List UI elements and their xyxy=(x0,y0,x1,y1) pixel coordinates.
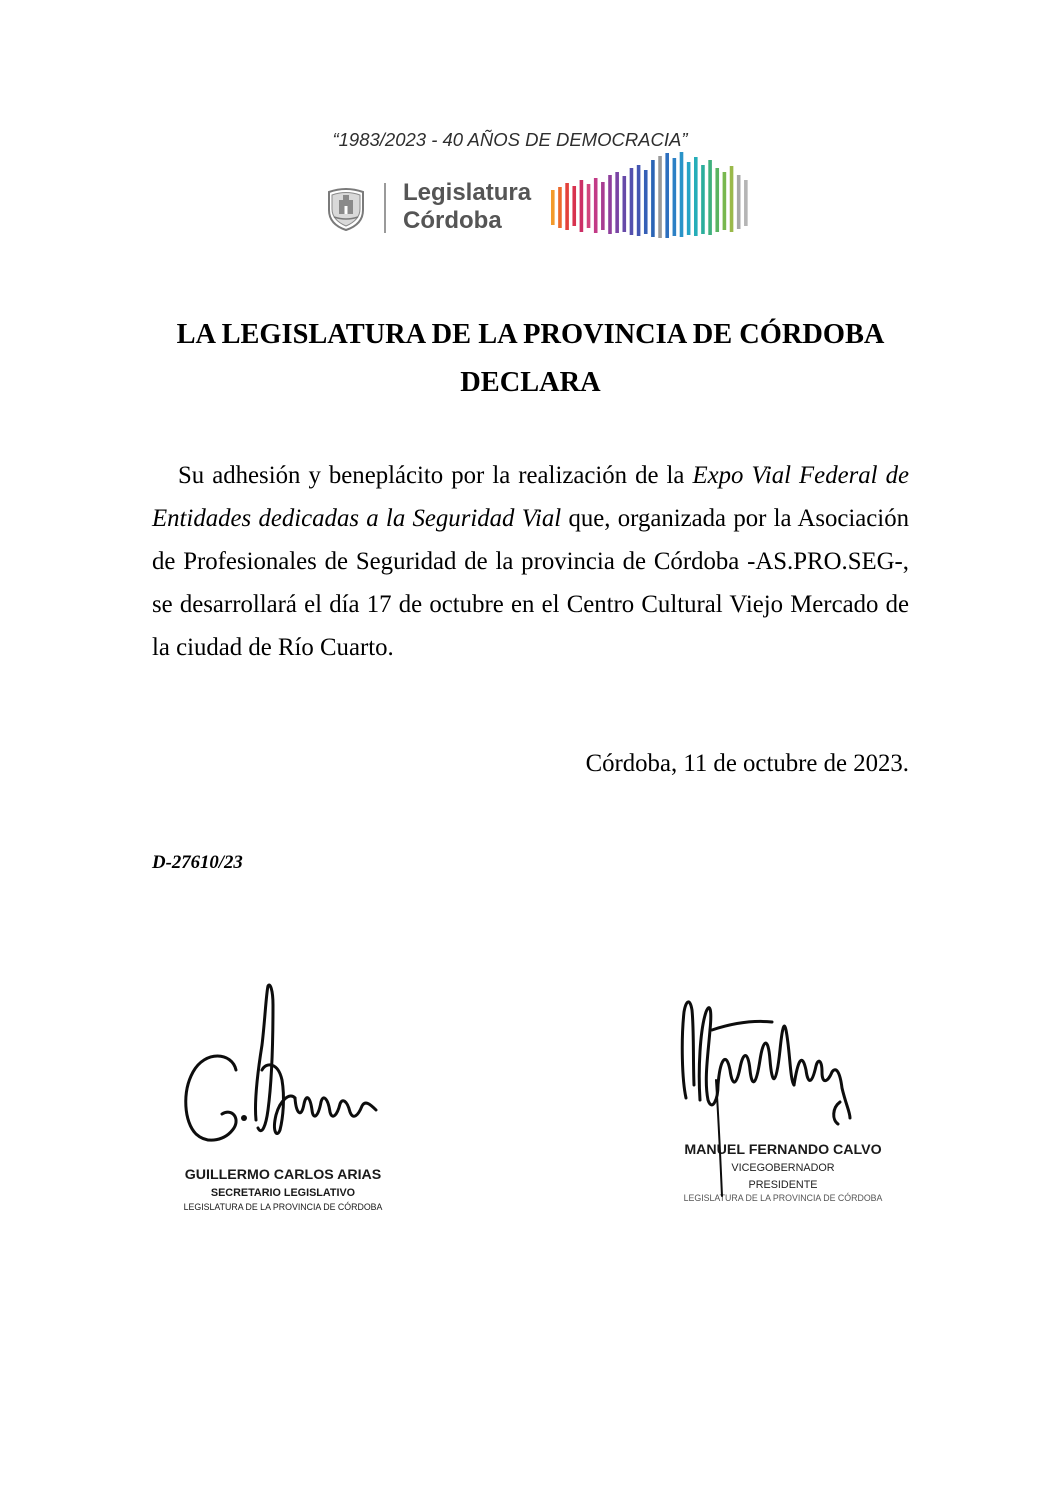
institution-logo-text xyxy=(403,179,531,235)
democracy-motto: “1983/2023 - 40 AÑOS DE DEMOCRACIA” xyxy=(332,129,688,150)
logo-bar xyxy=(708,160,712,235)
body-rest: que, organizada por la Asociación de Profesionales de Seguridad de la provincia de Córdoba -AS.PRO.SEG-, se desarrollará el día 17 de octubre en el Centro Cultural Viejo Mercado de la ciudad de Río Cuarto. xyxy=(152,505,909,661)
logo-bar xyxy=(580,180,584,232)
logo-color-bars xyxy=(545,148,750,243)
title-line-declara: DECLARA xyxy=(460,367,601,398)
event-name: Expo Vial Federal de Entidades dedicadas a la Seguridad Vial xyxy=(152,462,909,532)
logo-bar xyxy=(551,190,555,225)
signature-left xyxy=(180,980,385,1145)
logo-bar xyxy=(744,180,748,226)
logo-line-cordoba: Córdoba xyxy=(403,207,502,234)
logo-bar xyxy=(644,170,648,234)
signatory-right-institution: LEGISLATURA DE LA PROVINCIA DE CÓRDOBA xyxy=(683,1193,883,1203)
logo-bar xyxy=(665,153,669,238)
signatory-right-name: MANUEL FERNANDO CALVO xyxy=(684,1142,882,1158)
logo-line-legislatura: Legislatura xyxy=(403,179,532,206)
title-line-legislature: LA LEGISLATURA DE LA PROVINCIA DE CÓRDOBA xyxy=(176,319,885,350)
logo-bar xyxy=(723,172,727,230)
logo-bar xyxy=(594,178,598,233)
logo-bar xyxy=(715,168,719,232)
logo-bar xyxy=(737,175,741,229)
signatory-left-name: GUILLERMO CARLOS ARIAS xyxy=(184,1167,382,1183)
logo-bar xyxy=(608,175,612,234)
logo-bar xyxy=(572,186,576,226)
logo-bar xyxy=(658,156,662,238)
signatory-right-role: VICEGOBERNADOR xyxy=(731,1162,835,1174)
signatory-left-institution: LEGISLATURA DE LA PROVINCIA DE CÓRDOBA xyxy=(183,1202,383,1212)
logo-bar xyxy=(630,168,634,235)
logo-bar xyxy=(673,158,677,236)
logo-divider xyxy=(384,183,386,233)
logo-bar xyxy=(558,187,562,228)
logo-bar xyxy=(651,160,655,237)
logo-bar xyxy=(687,162,691,235)
declaration-body xyxy=(152,454,909,669)
logo-bar xyxy=(680,152,684,237)
file-number: D-27610/23 xyxy=(152,852,243,873)
logo-bar xyxy=(601,182,605,230)
logo-bar xyxy=(637,165,641,236)
body-lead: Su adhesión y beneplácito por la realización de la xyxy=(178,462,693,489)
logo-bar xyxy=(701,165,705,234)
signature-right xyxy=(675,995,855,1200)
logo-bar xyxy=(730,166,734,232)
declaration-title xyxy=(0,311,1061,407)
date-line: Córdoba, 11 de octubre de 2023. xyxy=(585,750,909,777)
logo-bar xyxy=(694,157,698,236)
logo-bar xyxy=(587,184,591,228)
logo-bar xyxy=(623,176,627,232)
signatory-left-role: SECRETARIO LEGISLATIVO xyxy=(210,1187,356,1199)
coat-of-arms-icon xyxy=(324,184,368,232)
logo-bar xyxy=(565,183,569,230)
signatory-right-role2: PRESIDENTE xyxy=(748,1179,818,1191)
logo-bar xyxy=(615,172,619,233)
